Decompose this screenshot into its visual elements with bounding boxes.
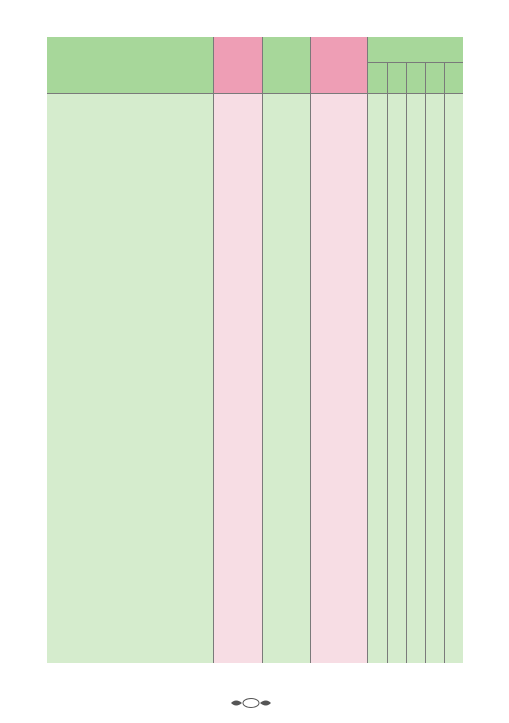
foreign-column [310,37,367,663]
header-name-cell [47,37,213,93]
header-type-cell [213,37,262,93]
page-ornament [230,697,272,709]
header-foreign-cell [310,37,367,93]
native-column [262,37,310,663]
type-column [213,37,262,663]
header-native-cell [262,37,310,93]
header-region-cell [367,37,463,93]
region-column [367,37,463,663]
name-column [47,37,213,663]
